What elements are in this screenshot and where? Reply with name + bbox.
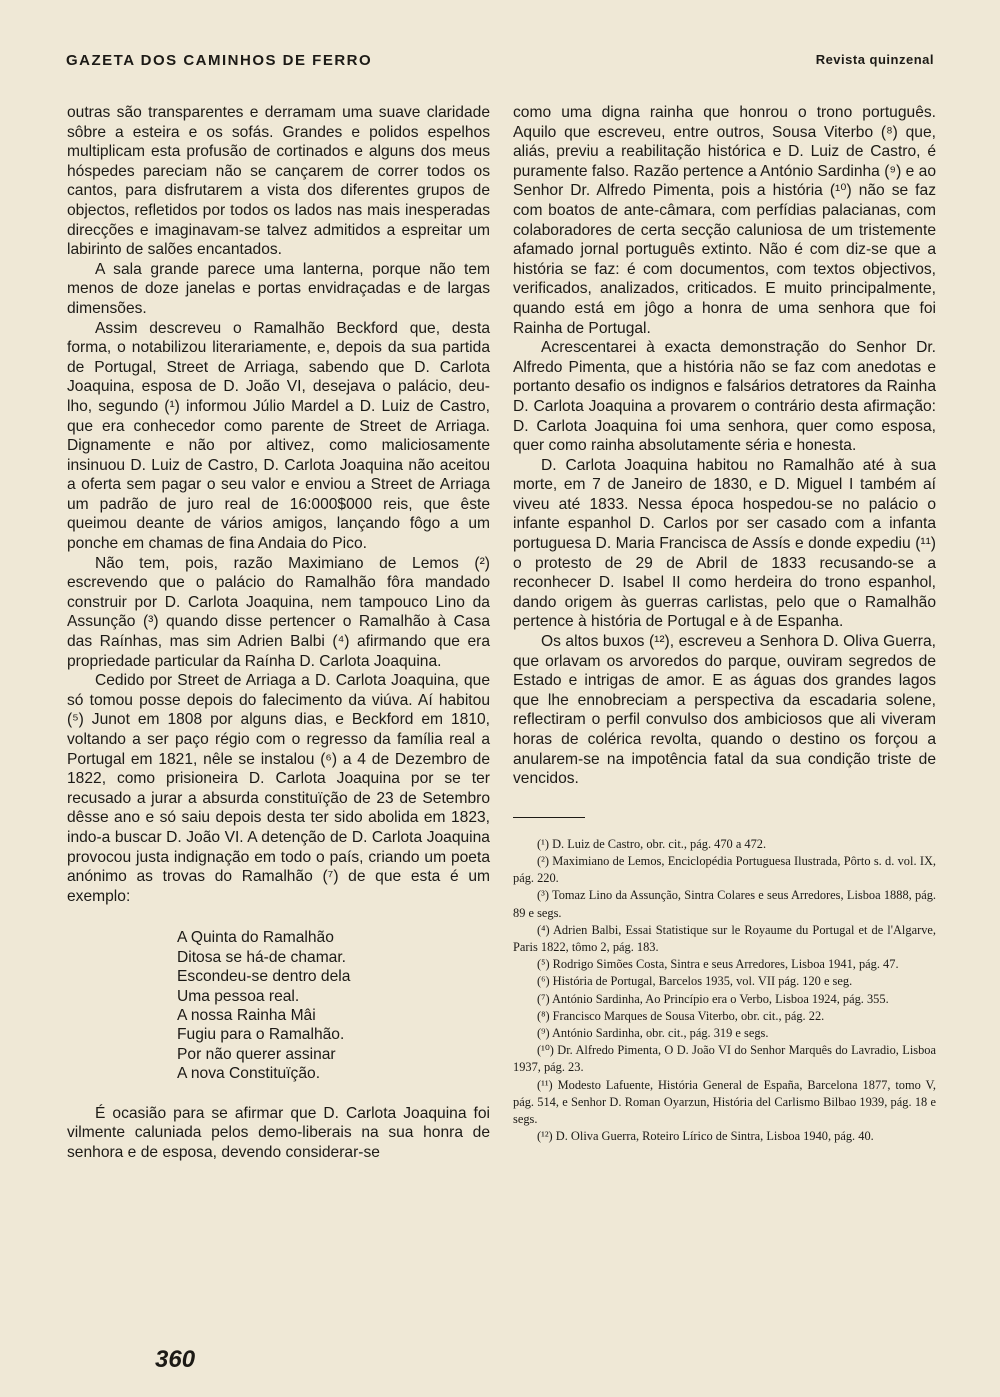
paragraph: Não tem, pois, razão Maximiano de Lemos (²) escrevendo que o palácio do Ramalhão fôra mandado construir por D. Carlota Joaquina, nem tampouco Lino da Assunção (³) quando disse pertencer o Ramalhão à Casa das Raínhas, mas sim Adrien Balbi (⁴) afirmando que era propriedade particular da Raínha D. Carlota Joaquina.	[67, 554, 490, 670]
paragraph: Os altos buxos (¹²), escreveu a Senhora D. Oliva Guerra, que orlavam os arvoredos do parque, ouviram segredos de Estado e intrigas de amor. E as águas dos grandes lagos que lhe ennobreciam a perspectiva da escadaria solene, reflectiram o perfil convulso dos ambiciosos que ali viveram horas de colérica revolta, quando o destino os forçou a anularem-se na impotência fatal da sua condição triste de vencidos.	[513, 633, 936, 788]
poem-line: Ditosa se há-de chamar.	[177, 948, 347, 966]
footnote: (²) Maximiano de Lemos, Enciclopédia Portuguesa Ilustrada, Pôrto s. d. vol. IX, pág. 220.	[513, 853, 936, 886]
footnote: (¹²) D. Oliva Guerra, Roteiro Lírico de Sintra, Lisboa 1940, pág. 40.	[537, 1129, 874, 1144]
paragraph: Assim descreveu o Ramalhão Beckford que, desta forma, o notabilizou literariamente, e, depois da sua partida de Portugal, Street de Arriaga, sabendo que D. Carlota Joaquina, esposa de D. João VI, desejava o palácio, deu-lho, segundo (¹) informou Júlio Mardel a D. Luiz de Castro, que era conhecedor como parente de Street de Arriaga. Dignamente e não por altivez, como maliciosamente insinuou D. Luiz de Castro, D. Carlota Joaquina não aceitou a oferta sem pagar o seu valor e enviou a Street de Arriaga um padrão de juro real de 16:000$000 reis, que êste queimou deante de vários amigos, lançando fôgo a um ponche em chamas de fina Andaia do Pico.	[67, 319, 490, 553]
poem-line: A Quinta do Ramalhão	[177, 929, 334, 947]
footnote: (⁵) Rodrigo Simões Costa, Sintra e seus Arredores, Lisboa 1941, pág. 47.	[537, 957, 899, 972]
footnotes	[513, 836, 936, 1146]
footnote: (⁹) António Sardinha, obr. cit., pág. 319 e segs.	[537, 1026, 769, 1041]
poem-line: A nossa Rainha Mâi	[177, 1006, 316, 1024]
footnote: (⁸) Francisco Marques de Sousa Viterbo, obr. cit., pág. 22.	[537, 1008, 825, 1023]
poem-line: Por não querer assinar	[177, 1045, 336, 1063]
paragraph: A sala grande parece uma lanterna, porque não tem menos de doze janelas e portas envidraçadas e de largas dimensões.	[67, 260, 490, 317]
footnote: (⁶) História de Portugal, Barcelos 1935, vol. VII pág. 120 e seg.	[537, 974, 853, 989]
right-column	[513, 103, 936, 1145]
footnote: (¹⁰) Dr. Alfredo Pimenta, O D. João VI do Senhor Marquês do Lavradio, Lisboa 1937, pág. 23.	[513, 1043, 936, 1075]
footnote: (³) Tomaz Lino da Assunção, Sintra Colares e seus Arredores, Lisboa 1888, pág. 89 e segs.	[513, 888, 936, 920]
paragraph: Acrescentarei à exacta demonstração do Senhor Dr. Alfredo Pimenta, que a história não se faz com anedotas e portanto desafio os indignos e falsários detratores da Rainha D. Carlota Joaquina a provarem o contrário desta afirmação: D. Carlota Joaquina foi uma senhora, quer como esposa, quer como rainha absolutamente séria e honesta.	[513, 339, 936, 455]
footnote: (⁷) António Sardinha, Ao Princípio era o Verbo, Lisboa 1924, pág. 355.	[537, 991, 889, 1006]
paragraph: como uma digna rainha que honrou o trono português. Aquilo que escreveu, entre outros, Sousa Viterbo (⁸) que, aliás, previu a reabilitação histórica e D. Luiz de Castro, é puramente falso. Razão pertence a António Sardinha (⁹) e ao Senhor Dr. Alfredo Pimenta, pois a história (¹⁰) não se faz com boatos de ante-câmara, com perfídias palacianas, com colaboradores de certa secção caluniosa de um tristemente afamado jornal português extinto. Não é com diz-se que a história se faz: é com documentos, com textos objectivos, verificados, analizados, criticados. E muito principalmente, quando está em jôgo a honra de uma senhora que foi Rainha de Portugal.	[513, 104, 936, 337]
footnote: (⁴) Adrien Balbi, Essai Statistique sur le Royaume du Portugal et de l'Algarve, Paris 1822, tômo 2, pág. 183.	[513, 922, 936, 954]
footnote: (¹¹) Modesto Lafuente, História General de España, Barcelona 1877, tomo V, pág. 514, e Senhor D. Roman Oyarzun, História del Carlismo Bilbao 1939, pág. 18 e segs.	[513, 1077, 936, 1127]
page-header-journal: GAZETA DOS CAMINHOS DE FERRO	[66, 52, 373, 69]
paragraph: outras são transparentes e derramam uma suave claridade sôbre a esteira e os sofás. Grandes e polidos espelhos multiplicam esta profusão de cortinados e alguns dos meus hóspedes pareciam não se cançarem de correr todos os cantos, para disfrutarem a vista dos diferentes grupos de objectos, refletidos por todos os lados nas mais inesperadas direcções e imaginavam-se talvez admitidos a espreitar um labirinto de salões encantados.	[67, 104, 490, 259]
poem-line: Uma pessoa real.	[177, 987, 300, 1005]
left-column	[67, 103, 490, 1162]
footnote-divider	[513, 817, 585, 818]
page-number: 360	[155, 1346, 196, 1373]
poem-line: A nova Constituïção.	[177, 1065, 321, 1083]
paragraph: É ocasião para se afirmar que D. Carlota Joaquina foi vilmente caluniada pelos demo-liberais na sua honra de senhora e de esposa, devendo considerar-se	[67, 1104, 490, 1161]
paragraph: D. Carlota Joaquina habitou no Ramalhão até à sua morte, em 7 de Janeiro de 1830, e D. Miguel I também aí viveu até 1833. Nessa época hospedou-se no palácio o infante espanhol D. Carlos por ser casado com a infanta portuguesa D. Maria Francisca de Assís e donde expediu (¹¹) o protesto de 29 de Abril de 1833 recusando-se a reconhecer D. Isabel II como herdeira do trono espanhol, dando origem às guerras carlistas, pelo que o Ramalhão pertence à história de Portugal e à de Espanha.	[513, 456, 936, 631]
footnote: (¹) D. Luiz de Castro, obr. cit., pág. 470 a 472.	[537, 836, 767, 851]
page-header-subtitle: Revista quinzenal	[815, 52, 934, 67]
paragraph: Cedido por Street de Arriaga a D. Carlota Joaquina, que só tomou posse depois do falecimento da viúva. Aí habitou (⁵) Junot em 1808 por alguns dias, e Beckford em 1810, voltando a ser paço régio com o regresso da família real a Portugal em 1821, nêle se instalou (⁶) a 4 de Dezembro de 1822, como prisioneira D. Carlota Joaquina por se ter recusado a jurar a absurda constituïção de 23 de Setembro dêsse ano e só saiu depois desta ter sido abolida em 1823, indo-a buscar D. João VI. A detenção de D. Carlota Joaquina provocou justa indignação em todo o país, criando um poeta anónimo as trovas do Ramalhão (⁷) de que esta é um exemplo:	[67, 672, 490, 905]
poem	[177, 928, 490, 1083]
poem-line: Fugiu para o Ramalhão.	[177, 1026, 345, 1044]
poem-line: Escondeu-se dentro dela	[177, 968, 351, 986]
